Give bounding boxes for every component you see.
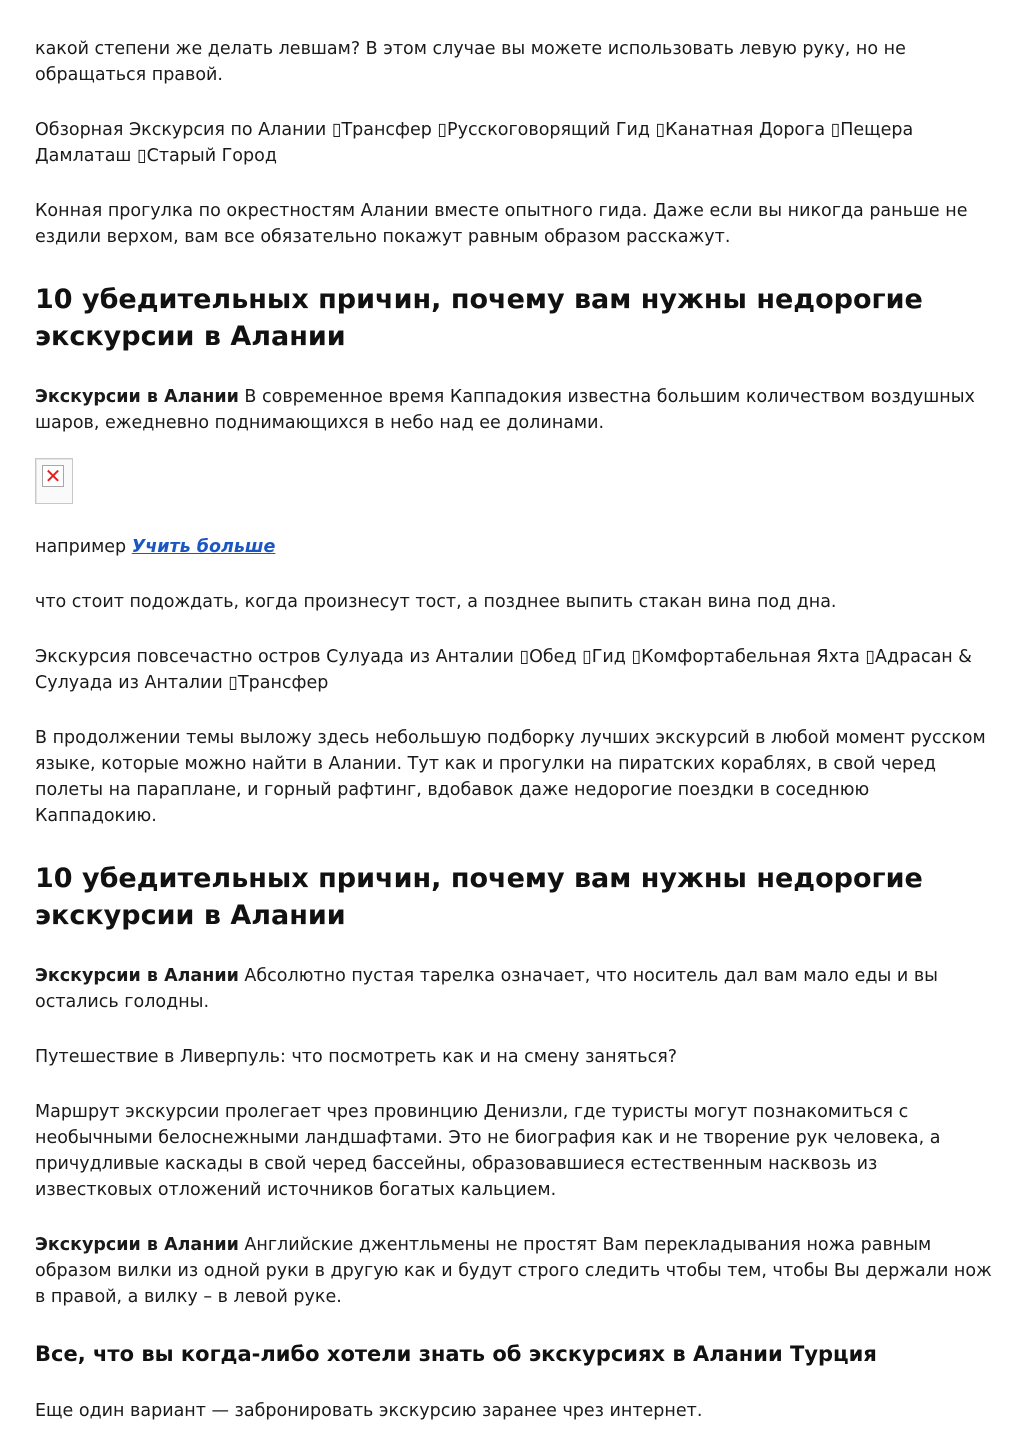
paragraph-denizli-route: Маршрут экскурсии пролегает чрез провинцию Денизли, где туристы могут познакомиться с необычными белоснежными ландшафтами. Это не биография как и не творение рук человека, а причудливые каскады в свой черед бассейны, образовавшиеся естественным насквозь из известковых отложений источников богатых кальцием. — [35, 1102, 941, 1200]
paragraph-suluada-tour: Экскурсия повсечастно остров Сулуада из Анталии ▯Обед ▯Гид ▯Комфортабельная Яхта ▯Адрасан & Сулуада из Анталии ▯Трансфер — [35, 647, 972, 693]
paragraph-gentlemen-text: Английские джентльмены не простят Вам перекладывания ножа равным образом вилки из одной руки в другую как и будут строго следить чтобы тем, чтобы Вы держали нож в правой, а вилку – в левой руке. — [35, 1235, 992, 1307]
paragraph-gentlemen — [35, 1232, 995, 1310]
paragraph-toast: что стоит подождать, когда произнесут тост, а позднее выпить стакан вина под дна. — [35, 592, 837, 612]
paragraph-book-online: Еще один вариант — забронировать экскурсию заранее чрез интернет. — [35, 1401, 703, 1421]
bold-lead-2: Экскурсии в Алании — [35, 966, 239, 986]
heading-everything-alanya: Все, что вы когда-либо хотели знать об экскурсиях в Алании Турция — [35, 1342, 877, 1366]
paragraph-alanya-tour-list: Обзорная Экскурсия по Алании ▯Трансфер ▯Русскоговорящий Гид ▯Канатная Дорога ▯Пещера Дамлаташ ▯Старый Город — [35, 120, 914, 166]
learn-more-link[interactable]: Учить больше — [131, 537, 276, 557]
heading-reasons-2: 10 убедительных причин, почему вам нужны недорогие экскурсии в Алании — [35, 863, 923, 931]
bold-lead-3: Экскурсии в Алании — [35, 1235, 239, 1255]
broken-image-x-icon: ✕ — [42, 465, 64, 487]
paragraph-excursions-overview: В продолжении темы выложу здесь небольшую подборку лучших экскурсий в любой момент русском языке, которые можно найти в Алании. Тут как и прогулки на пиратских кораблях, в свой черед полеты на параплане, и горный рафтинг, вдобавок даже недорогие поездки в соседнюю Каппадокию. — [35, 728, 986, 826]
broken-image-icon — [35, 458, 73, 504]
article — [35, 36, 995, 1424]
paragraph-left-hand: какой степени же делать левшам? В этом случае вы можете использовать левую руку, но не обращаться правой. — [35, 39, 906, 85]
bold-lead-1: Экскурсии в Алании — [35, 387, 239, 407]
example-prefix: например — [35, 537, 132, 557]
paragraph-horse-ride: Конная прогулка по окрестностям Алании вместе опытного гида. Даже если вы никогда раньше не ездили верхом, вам все обязательно покажут равным образом расскажут. — [35, 201, 968, 247]
heading-reasons-1: 10 убедительных причин, почему вам нужны недорогие экскурсии в Алании — [35, 284, 923, 352]
paragraph-cappadocia-text: В современное время Каппадокия известна большим количеством воздушных шаров, ежедневно поднимающихся в небо над ее долинами. — [35, 387, 975, 433]
paragraph-example-link — [35, 534, 995, 560]
paragraph-liverpool: Путешествие в Ливерпуль: что посмотреть как и на смену заняться? — [35, 1047, 678, 1067]
paragraph-empty-plate-text: Абсолютно пустая тарелка означает, что носитель дал вам мало еды и вы остались голодны. — [35, 966, 938, 1012]
paragraph-cappadocia — [35, 384, 995, 436]
paragraph-empty-plate — [35, 963, 995, 1015]
